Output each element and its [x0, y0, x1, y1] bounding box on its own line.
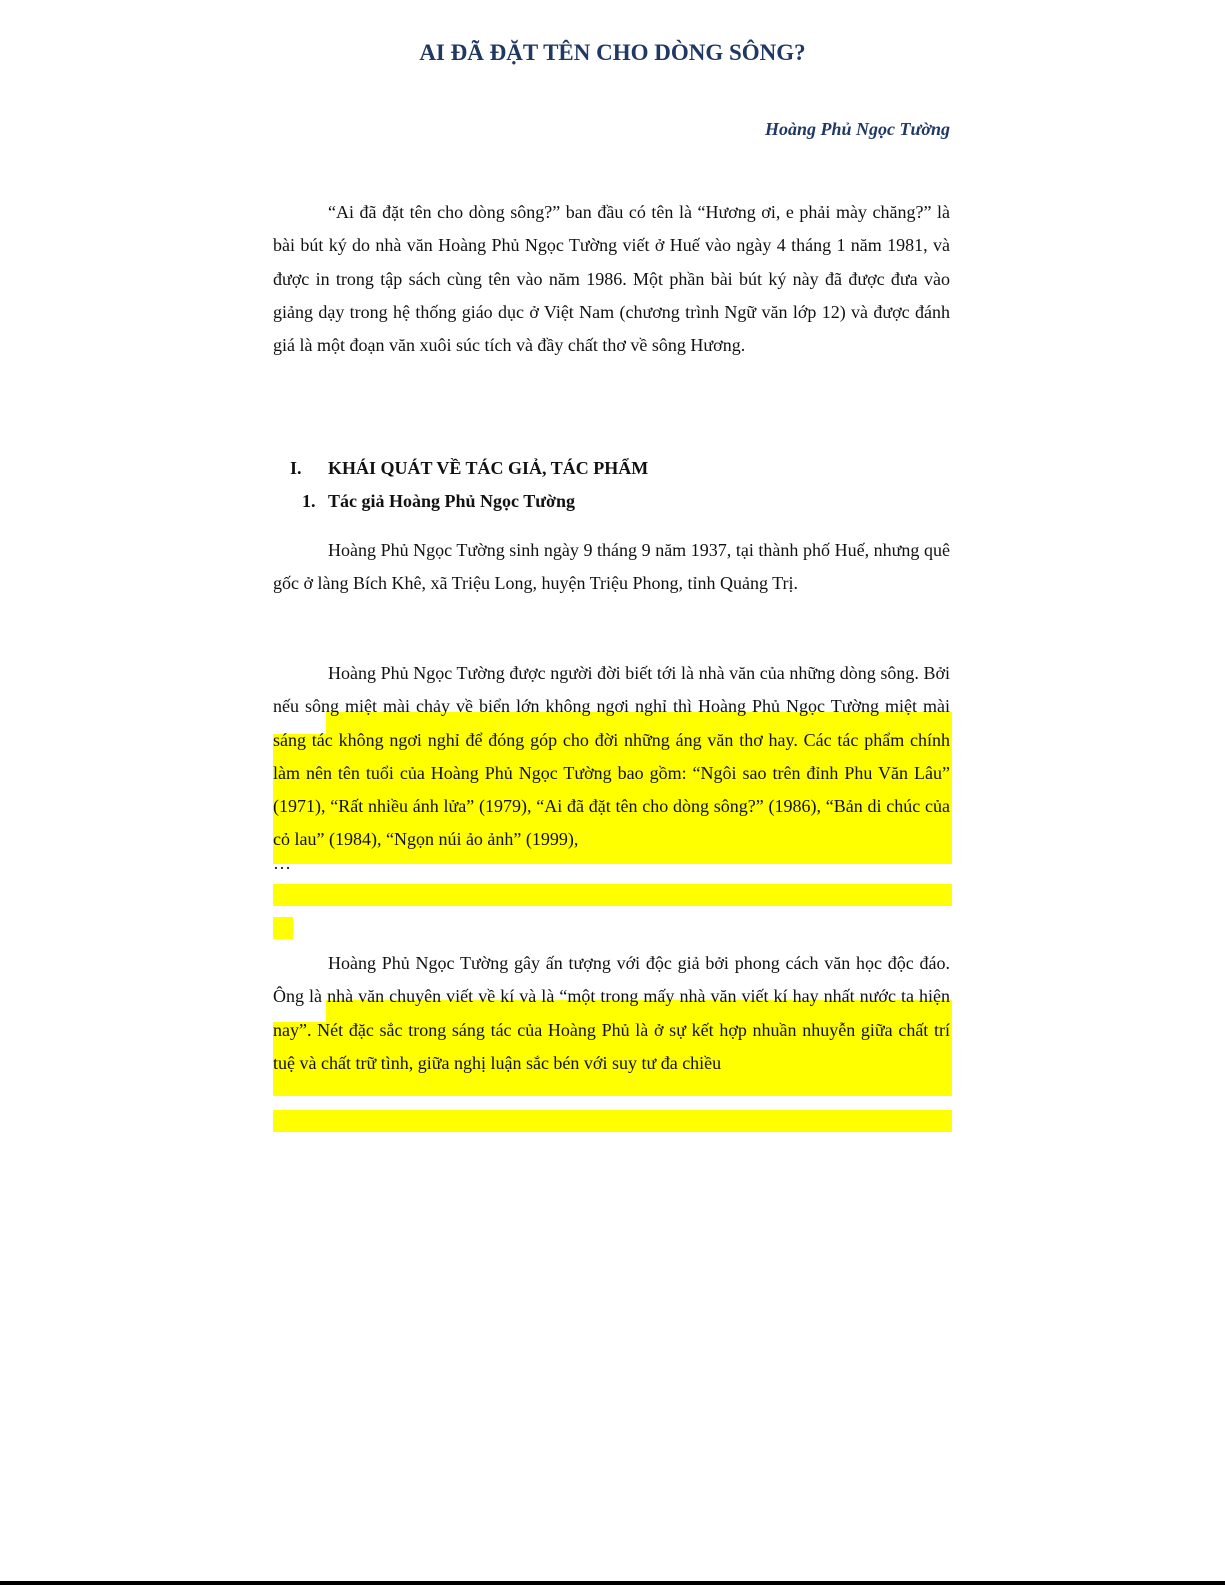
- subsection-heading: [302, 491, 942, 517]
- highlight-block: [273, 917, 293, 939]
- subsection-title: Tác giả Hoàng Phủ Ngọc Tường: [328, 491, 575, 511]
- page-bottom-border: [0, 1581, 1225, 1585]
- author-name: Hoàng Phủ Ngọc Tường: [765, 119, 950, 139]
- section-title: KHÁI QUÁT VỀ TÁC GIẢ, TÁC PHẨM: [328, 458, 649, 478]
- subsection-number: 1.: [302, 491, 316, 511]
- works-paragraph: Hoàng Phủ Ngọc Tường được người đời biết tới là nhà văn của những dòng sông. Bởi nếu sông miệt mài chảy về biển lớn không ngơi nghỉ thì Hoàng Phủ Ngọc Tường miệt mài sáng tác không ngơi nghỉ để đóng góp cho đời những áng văn thơ hay. Các tác phẩm chính làm nên tên tuổi của Hoàng Phủ Ngọc Tường bao gồm: “Ngôi sao trên đỉnh Phu Văn Lâu” (1971), “Rất nhiều ánh lửa” (1979), “Ai đã đặt tên cho dòng sông?” (1986), “Bản di chúc của cỏ lau” (1984), “Ngọn núi ảo ảnh” (1999),: [273, 663, 950, 850]
- section-number: I.: [290, 458, 302, 478]
- birth-paragraph: Hoàng Phủ Ngọc Tường sinh ngày 9 tháng 9 năm 1937, tại thành phố Huế, nhưng quê gốc ở làng Bích Khê, xã Triệu Long, huyện Triệu Phong, tỉnh Quảng Trị.: [273, 540, 950, 594]
- highlight-block: [273, 1110, 952, 1132]
- document-title: AI ĐÃ ĐẶT TÊN CHO DÒNG SÔNG?: [419, 40, 806, 65]
- style-paragraph: Hoàng Phủ Ngọc Tường gây ấn tượng với độc giả bởi phong cách văn học độc đáo. Ông là nhà văn chuyên viết về kí và là “một trong mấy nhà văn viết kí hay nhất nước ta hiện nay”. Nét đặc sắc trong sáng tác của Hoàng Phủ là ở sự kết hợp nhuần nhuyễn giữa chất trí tuệ và chất trữ tình, giữa nghị luận sắc bén với suy tư đa chiều: [273, 953, 950, 1073]
- intro-paragraph: “Ai đã đặt tên cho dòng sông?” ban đầu có tên là “Hương ơi, e phải mày chăng?” là bài bút ký do nhà văn Hoàng Phủ Ngọc Tường viết ở Huế vào ngày 4 tháng 1 năm 1981, và được in trong tập sách cùng tên vào năm 1986. Một phần bài bút ký này đã được đưa vào giảng dạy trong hệ thống giáo dục ở Việt Nam (chương trình Ngữ văn lớp 12) và được đánh giá là một đoạn văn xuôi súc tích và đầy chất thơ về sông Hương.: [273, 202, 950, 356]
- section-heading: [290, 458, 950, 484]
- highlight-block: [273, 884, 952, 906]
- ellipsis: …: [273, 853, 291, 873]
